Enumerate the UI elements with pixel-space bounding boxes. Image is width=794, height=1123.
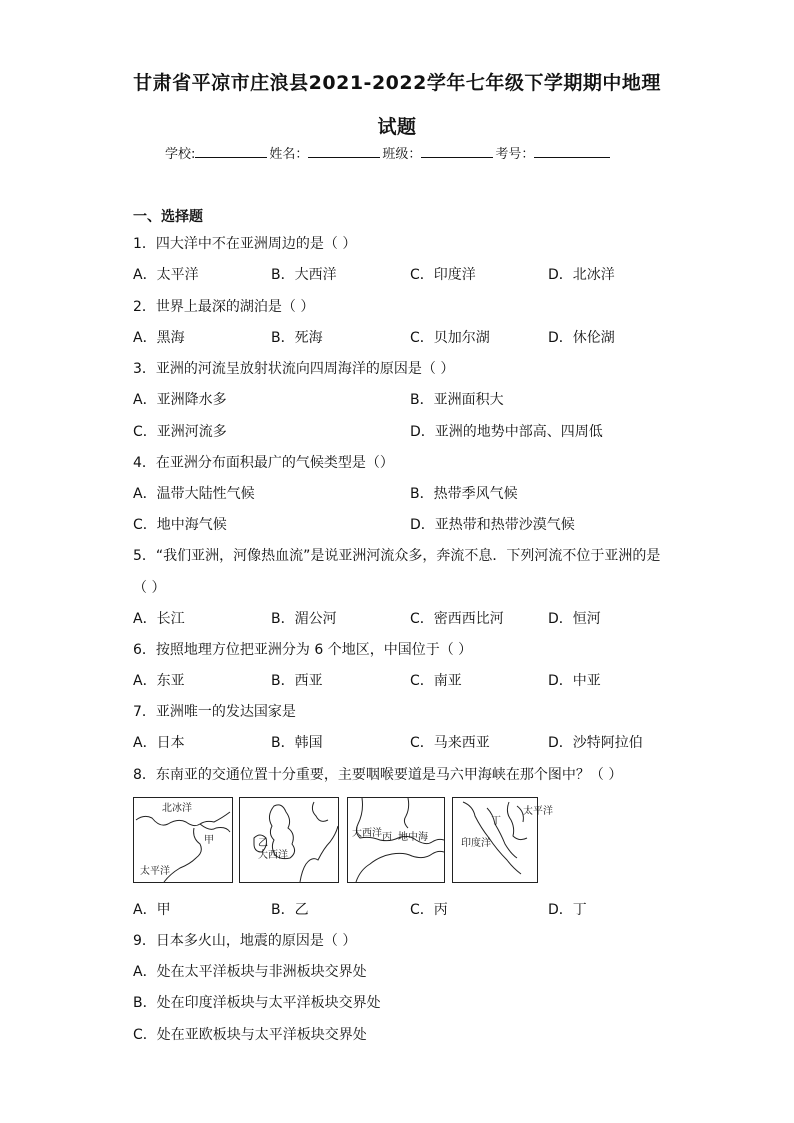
map-bing-outline [348, 798, 444, 882]
question-6: 6．按照地理方位把亚洲分为 6 个地区，中国位于（ ） [133, 642, 473, 658]
q5-option-a[interactable]: A．长江 [133, 611, 185, 627]
class-blank[interactable] [421, 145, 493, 158]
q3-option-b[interactable]: B．亚洲面积大 [410, 392, 504, 408]
map-ding [452, 797, 553, 883]
school-label: 学校: [165, 147, 196, 162]
q2-option-d[interactable]: D．休伦湖 [548, 330, 615, 346]
q7-option-a[interactable]: A．日本 [133, 735, 185, 751]
q3-option-d[interactable]: D．亚洲的地势中部高、四周低 [410, 424, 603, 440]
question-2: 2．世界上最深的湖泊是（ ） [133, 299, 315, 315]
q7-option-d[interactable]: D．沙特阿拉伯 [548, 735, 643, 751]
q9-option-b[interactable]: B．处在印度洋板块与太平洋板块交界处 [133, 995, 381, 1011]
exam-number-blank[interactable] [534, 145, 610, 158]
q8-option-c[interactable]: C．丙 [410, 902, 448, 918]
q3-option-c[interactable]: C．亚洲河流多 [133, 424, 227, 440]
question-8: 8．东南亚的交通位置十分重要，主要咽喉要道是马六甲海峡在那个图中？（ ） [133, 767, 623, 783]
q7-option-c[interactable]: C．马来西亚 [410, 735, 490, 751]
map-ding-ocean-right: 太平洋 [523, 806, 553, 817]
q4-option-a[interactable]: A．温带大陆性气候 [133, 486, 255, 502]
school-blank[interactable] [195, 145, 267, 158]
section-heading: 一、选择题 [133, 209, 203, 225]
map-ding-ocean-left: 印度洋 [461, 838, 491, 849]
class-label: 班级： [382, 147, 422, 162]
q3-option-a[interactable]: A．亚洲降水多 [133, 392, 227, 408]
q6-option-d[interactable]: D．中亚 [548, 673, 601, 689]
map-jia-ocean-top: 北冰洋 [162, 803, 192, 814]
question-3: 3．亚洲的河流呈放射状流向四周海洋的原因是（ ） [133, 361, 455, 377]
map-ding-marker: 丁 [491, 816, 501, 827]
student-info-row [165, 143, 612, 162]
page-title: 甘肃省平凉市庄浪县2021-2022学年七年级下学期期中地理 [133, 72, 661, 94]
q4-option-b[interactable]: B．热带季风气候 [410, 486, 518, 502]
map-yi [239, 797, 339, 883]
q8-option-a[interactable]: A．甲 [133, 902, 171, 918]
q9-option-c[interactable]: C．处在亚欧板块与太平洋板块交界处 [133, 1027, 367, 1043]
question-5-bracket: （ ） [133, 580, 166, 596]
exam-number-label: 考号： [495, 147, 535, 162]
name-blank[interactable] [308, 145, 380, 158]
question-7: 7．亚洲唯一的发达国家是 [133, 704, 296, 720]
map-jia-marker: 甲 [204, 835, 214, 846]
map-bing-sea: 地中海 [398, 832, 428, 843]
question-5: 5．“我们亚洲，河像热血流”是说亚洲河流众多，奔流不息．下列河流不位于亚洲的是 [133, 548, 661, 564]
q8-option-d[interactable]: D．丁 [548, 902, 587, 918]
q4-option-c[interactable]: C．地中海气候 [133, 517, 227, 533]
q8-option-b[interactable]: B．乙 [271, 902, 309, 918]
map-bing-ocean: 大西洋 [352, 828, 382, 839]
q5-option-b[interactable]: B．湄公河 [271, 611, 337, 627]
q9-option-a[interactable]: A．处在太平洋板块与非洲板块交界处 [133, 964, 367, 980]
q5-option-c[interactable]: C．密西西比河 [410, 611, 504, 627]
q1-option-a[interactable]: A．太平洋 [133, 267, 199, 283]
q4-option-d[interactable]: D．亚热带和热带沙漠气候 [410, 517, 575, 533]
question-9: 9．日本多火山，地震的原因是（ ） [133, 933, 357, 949]
map-bing [347, 797, 445, 883]
map-jia-ocean-bottom: 太平洋 [140, 866, 170, 877]
name-label: 姓名： [269, 147, 309, 162]
map-bing-marker: 丙 [382, 832, 392, 843]
question-1: 1．四大洋中不在亚洲周边的是（ ） [133, 236, 357, 252]
q6-option-b[interactable]: B．西亚 [271, 673, 323, 689]
q2-option-a[interactable]: A．黑海 [133, 330, 185, 346]
q6-option-c[interactable]: C．南亚 [410, 673, 462, 689]
map-yi-outline [240, 798, 338, 882]
q1-option-c[interactable]: C．印度洋 [410, 267, 476, 283]
map-yi-ocean: 大西洋 [258, 850, 288, 861]
q5-option-d[interactable]: D．恒河 [548, 611, 601, 627]
q6-option-a[interactable]: A．东亚 [133, 673, 185, 689]
page-title-continued: 试题 [377, 116, 417, 138]
map-jia [133, 797, 233, 883]
q1-option-d[interactable]: D．北冰洋 [548, 267, 615, 283]
question-4: 4．在亚洲分布面积最广的气候类型是（） [133, 455, 394, 471]
q7-option-b[interactable]: B．韩国 [271, 735, 323, 751]
q2-option-b[interactable]: B．死海 [271, 330, 323, 346]
q2-option-c[interactable]: C．贝加尔湖 [410, 330, 490, 346]
q1-option-b[interactable]: B．大西洋 [271, 267, 337, 283]
map-yi-marker: 乙 [258, 838, 268, 849]
